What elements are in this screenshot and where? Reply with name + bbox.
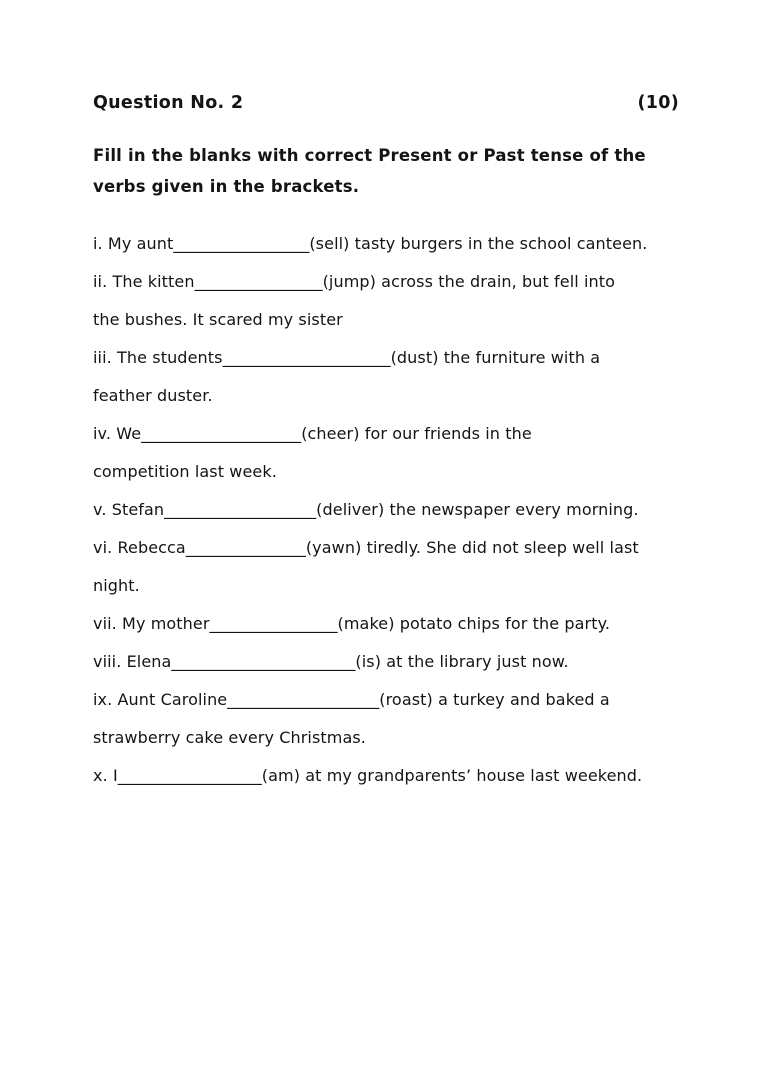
item-text-post: (jump) across the drain, but fell into	[322, 272, 616, 291]
item-text-pre: We	[116, 424, 142, 443]
item-numeral: iii.	[93, 348, 112, 367]
question-item-vi	[93, 529, 733, 605]
answer-blank: ___________________	[164, 500, 317, 519]
item-text-post: (make) potato chips for the party.	[337, 614, 611, 633]
question-item-viii	[93, 643, 733, 681]
answer-blank: ________________	[209, 614, 338, 633]
instruction-line-1: Fill in the blanks with correct Present or Past tense of the	[93, 146, 646, 165]
item-text-post: (roast) a turkey and baked a	[379, 690, 610, 709]
item-text-line2: strawberry cake every Christmas.	[93, 728, 366, 747]
item-numeral: iv.	[93, 424, 112, 443]
marks-label: (10)	[637, 93, 679, 113]
item-text-post: (is) at the library just now.	[355, 652, 569, 671]
question-number: Question No. 2	[93, 93, 244, 113]
question-list	[93, 225, 733, 795]
question-item-x	[93, 757, 733, 795]
item-numeral: vi.	[93, 538, 113, 557]
item-text-line2: feather duster.	[93, 386, 213, 405]
instruction-line-2: verbs given in the brackets.	[93, 177, 360, 196]
question-header	[93, 93, 679, 113]
item-text-pre: My mother	[122, 614, 210, 633]
item-numeral: ix.	[93, 690, 113, 709]
answer-blank: _______________	[185, 538, 306, 557]
question-item-ii	[93, 263, 733, 339]
answer-blank: _____________________	[222, 348, 391, 367]
item-text-pre: My aunt	[107, 234, 174, 253]
item-numeral: i.	[93, 234, 103, 253]
item-text-pre: The students	[117, 348, 223, 367]
item-text-pre: The kitten	[112, 272, 195, 291]
item-text-pre: Stefan	[111, 500, 165, 519]
instruction-text	[93, 140, 713, 202]
item-text-post: (dust) the furniture with a	[390, 348, 601, 367]
item-text-post: (am) at my grandparents’ house last weekend.	[261, 766, 643, 785]
item-text-pre: I	[112, 766, 118, 785]
question-item-vii	[93, 605, 733, 643]
item-numeral: x.	[93, 766, 108, 785]
item-numeral: ii.	[93, 272, 108, 291]
item-text-pre: Rebecca	[117, 538, 186, 557]
item-numeral: vii.	[93, 614, 117, 633]
question-item-v	[93, 491, 733, 529]
answer-blank: __________________	[117, 766, 262, 785]
answer-blank: _______________________	[171, 652, 356, 671]
item-text-post: (sell) tasty burgers in the school canteen.	[309, 234, 648, 253]
answer-blank: ___________________	[227, 690, 380, 709]
answer-blank: ________________	[194, 272, 323, 291]
item-text-line2: competition last week.	[93, 462, 277, 481]
question-item-iii	[93, 339, 733, 415]
answer-blank: _________________	[173, 234, 310, 253]
item-text-post: (cheer) for our friends in the	[301, 424, 532, 443]
item-text-post: (deliver) the newspaper every morning.	[316, 500, 639, 519]
question-item-ix	[93, 681, 733, 757]
item-text-line2: the bushes. It scared my sister	[93, 310, 343, 329]
answer-blank: ____________________	[141, 424, 302, 443]
question-item-i	[93, 225, 733, 263]
item-text-pre: Aunt Caroline	[117, 690, 228, 709]
item-text-post: (yawn) tiredly. She did not sleep well last	[305, 538, 639, 557]
item-numeral: viii.	[93, 652, 122, 671]
item-text-pre: Elena	[126, 652, 172, 671]
question-item-iv	[93, 415, 733, 491]
item-text-line2: night.	[93, 576, 140, 595]
item-numeral: v.	[93, 500, 107, 519]
